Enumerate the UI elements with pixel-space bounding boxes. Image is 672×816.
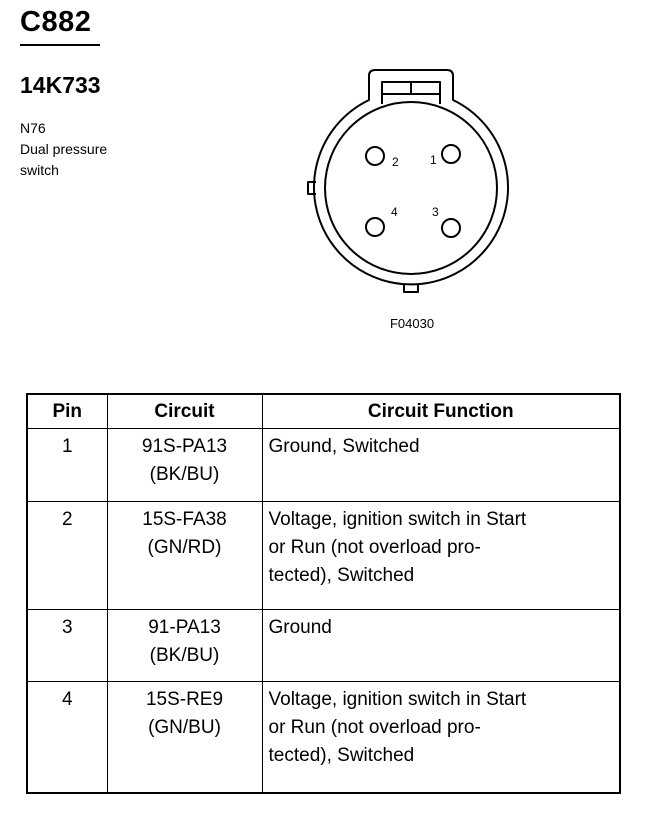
circuit-function-line: Ground, Switched	[268, 436, 420, 457]
pin-4-socket	[366, 218, 384, 236]
table-row	[27, 429, 620, 502]
pin-cell: 1	[27, 429, 107, 502]
pin-label-1: 1	[430, 153, 437, 167]
pin-label-4: 4	[391, 205, 398, 219]
table-header-row	[27, 394, 620, 429]
circuit-function-line: or Run (not overload pro-	[268, 717, 481, 738]
pin-cell: 2	[27, 502, 107, 610]
title-underline	[20, 44, 100, 46]
circuit-cell	[107, 429, 262, 502]
wire-color: (GN/BU)	[148, 717, 221, 738]
circuit-function-line: or Run (not overload pro-	[268, 537, 481, 558]
circuit-function-line: Ground	[268, 617, 332, 638]
circuit-id: 15S-RE9	[145, 689, 224, 710]
wire-color: (BK/BU)	[149, 464, 220, 485]
circuit-function-line: Voltage, ignition switch in Start	[268, 509, 527, 530]
pin-3-socket	[442, 219, 460, 237]
table-row	[27, 610, 620, 682]
table-row	[27, 502, 620, 610]
circuit-function-line: tected), Switched	[268, 745, 415, 766]
wire-color: (BK/BU)	[149, 645, 220, 666]
pin-label-2: 2	[392, 155, 399, 169]
pin-2-socket	[366, 147, 384, 165]
circuit-id: 91S-PA13	[141, 436, 228, 457]
component-code: N76	[20, 120, 46, 136]
circuit-function-cell	[262, 502, 620, 610]
header-circuit: Circuit	[107, 394, 262, 429]
component-name-line-1: Dual pressure	[20, 141, 108, 157]
circuit-cell	[107, 502, 262, 610]
connector-face-diagram	[300, 60, 520, 310]
circuit-function-cell	[262, 682, 620, 793]
header-circuit-function: Circuit Function	[262, 394, 620, 429]
circuit-cell	[107, 610, 262, 682]
circuit-function-line: tected), Switched	[268, 565, 415, 586]
wire-color: (GN/RD)	[147, 537, 222, 558]
circuit-function-cell	[262, 429, 620, 502]
pinout-table-body	[27, 429, 620, 793]
pin-1-socket	[442, 145, 460, 163]
component-description	[20, 118, 107, 181]
circuit-function-line: Voltage, ignition switch in Start	[268, 689, 527, 710]
pin-cell: 4	[27, 682, 107, 793]
circuit-id: 15S-FA38	[142, 509, 227, 530]
connector-inner-ring	[325, 102, 497, 274]
pinout-table	[26, 393, 621, 794]
circuit-id: 91-PA13	[148, 617, 221, 638]
figure-code: F04030	[389, 316, 435, 331]
header-pin: Pin	[27, 394, 107, 429]
pin-label-3: 3	[432, 205, 439, 219]
circuit-cell	[107, 682, 262, 793]
connector-id: C882	[20, 6, 92, 38]
circuit-function-cell	[262, 610, 620, 682]
part-number: 14K733	[20, 72, 101, 98]
table-row	[27, 682, 620, 793]
component-name-line-2: switch	[20, 162, 59, 178]
pin-cell: 3	[27, 610, 107, 682]
